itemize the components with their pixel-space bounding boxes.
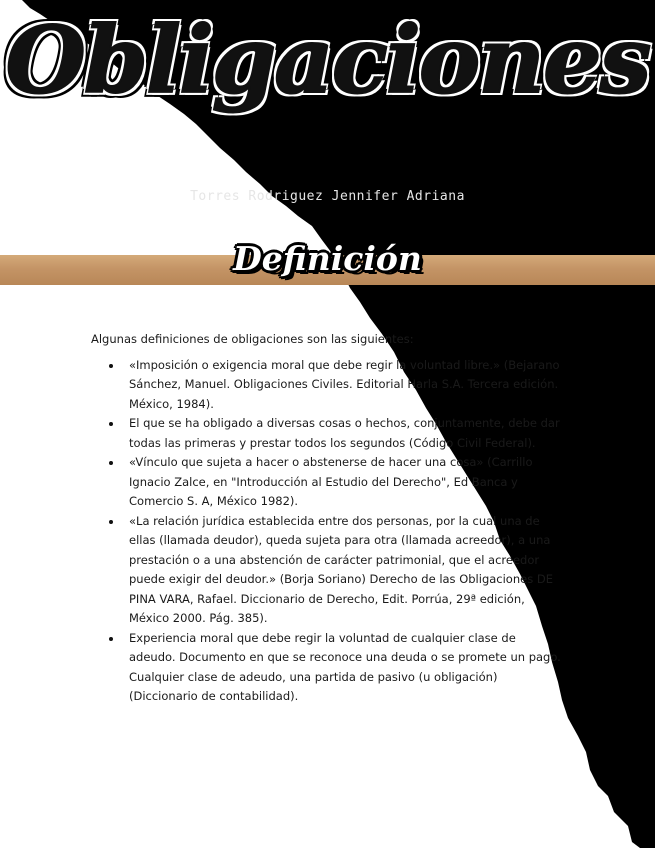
intro-paragraph: Algunas definiciones de obligaciones son las siguientes: bbox=[91, 332, 414, 346]
section-heading: Definición bbox=[233, 239, 422, 278]
list-item: El que se ha obligado a diversas cosas o hechos, conjuntamente, debe dar todas las primeras y prestar todos los segundos (Código Civil Federal). bbox=[129, 414, 561, 453]
list-item: «La relación jurídica establecida entre dos personas, por la cual una de ellas (llamada deudor), queda sujeta para otra (llamada acreedor), a una prestación o a una abstención de carácter patrimonial, que el acreedor puede exigir del deudor.» (Borja Soriano) Derecho de las Obligaciones DE PINA VARA, Rafael. Diccionario de Derecho, Edit. Porrúa, 29ª edición, México 2000. Pág. 385). bbox=[129, 512, 561, 629]
author-name: Torres Rodriguez Jennifer Adriana bbox=[190, 189, 465, 204]
list-item: «Vínculo que sujeta a hacer o abstenerse de hacer una cosa» (Carrillo Ignacio Zalce, en "Introducción al Estudio del Derecho", Ed Banca y Comercio S. A, México 1982). bbox=[129, 453, 561, 512]
list-item: «Imposición o exigencia moral que debe regir la voluntad libre.» (Bejarano Sánchez, Manuel. Obligaciones Civiles. Editorial Harla S.A. Tercera edición. México, 1984). bbox=[129, 356, 561, 415]
document-body bbox=[91, 330, 561, 707]
document-title: Obligaciones bbox=[5, 6, 650, 114]
list-item: Experiencia moral que debe regir la voluntad de cualquier clase de adeudo. Documento en que se reconoce una deuda o se promete un pago. Cualquier clase de adeudo, una partida de pasivo (u obligación) (Diccionario de contabilidad). bbox=[129, 629, 561, 707]
definitions-list bbox=[91, 356, 561, 707]
